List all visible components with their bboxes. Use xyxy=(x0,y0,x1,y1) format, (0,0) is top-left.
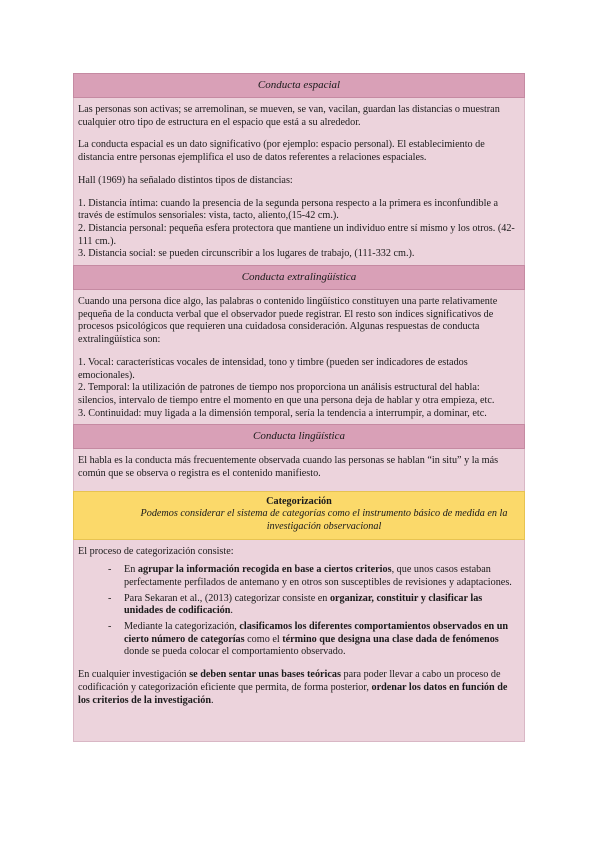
list-item: 2. Temporal: la utilización de patrones de tiempo nos proporciona un análisis estructural del habla: silencios, intervalo de tiempo entre el momento en que una persona deja de hablar y otra empieza, etc. xyxy=(78,382,495,406)
paragraph: Hall (1969) ha señalado distintos tipos de distancias: xyxy=(78,174,293,186)
list-item: 3. Continuidad: muy ligada a la dimensión temporal, sería la tendencia a interrumpir, a dominar, etc. xyxy=(78,407,487,419)
list-item: 3. Distancia social: se pueden circunscribir a los lugares de trabajo, (111-332 cm.). xyxy=(78,248,415,260)
categorization-body xyxy=(73,540,525,743)
section-header-conducta-espacial: Conducta espacial xyxy=(73,73,525,98)
paragraph: En cualquier investigación se deben sentar unas bases teóricas para poder llevar a cabo un proceso de codificación y categorización eficiente que permita, de forma posterior, ordenar los datos en función de los criterios de la investigación. xyxy=(78,669,508,706)
paragraph: Cuando una persona dice algo, las palabras o contenido lingüístico constituyen una parte relativamente pequeña de la conducta verbal que el observador puede registrar. El resto son índices significativos de procesos psicológicos que requieren una cuidadosa consideración. Algunas respuestas de conducta extralingüística son: xyxy=(78,296,498,346)
document xyxy=(73,73,525,742)
section-body-conducta-extralinguistica xyxy=(73,290,525,424)
list-item: 2. Distancia personal: pequeña esfera protectora que mantiene un individuo entre sí mismo y los otros. (42-111 cm.). xyxy=(78,222,515,247)
section-body-conducta-linguistica xyxy=(73,449,525,490)
section-body-conducta-espacial xyxy=(73,98,525,265)
paragraph: La conducta espacial es un dato significativo (por ejemplo: espacio personal). El establecimiento de distancia entre personas ejemplifica el uso de datos referentes a relaciones espaciales. xyxy=(78,139,485,164)
categorization-title: Categorización xyxy=(266,495,332,507)
list-item: - Mediante la categorización, clasificamos los diferentes comportamientos observados en un cierto número de categorías como el término que designa una clase dada de fenómenos donde se pueda colocar el comportamiento observado. xyxy=(108,621,520,659)
list-item: - Para Sekaran et al., (2013) categorizar consiste en organizar, constituir y clasificar las unidades de codificación. xyxy=(108,593,520,618)
list-item: 1. Vocal: características vocales de intensidad, tono y timbre (pueden ser indicadores de estados emocionales). xyxy=(78,356,468,381)
list-item: 1. Distancia íntima: cuando la presencia de la segunda persona respecto a la primera es inconfundible a través de estímulos sensoriales: vista, tacto, aliento,(15-42 cm.). xyxy=(78,197,499,222)
list-item: - En agrupar la información recogida en base a ciertos criterios, que unos casos estaban perfectamente perfilados de antemano y en otros son susceptibles de revisiones y adaptaciones. xyxy=(108,564,520,589)
paragraph: El habla es la conducta más frecuentemente observada cuando las personas se hablan “in situ” y la más común que se observa o registra es el contenido manifiesto. xyxy=(78,455,499,480)
paragraph: El proceso de categorización consiste: xyxy=(78,545,234,557)
section-header-conducta-extralinguistica: Conducta extralingüística xyxy=(73,265,525,290)
paragraph: Las personas son activas; se arremolinan, se mueven, se van, vacilan, guardan las distancias o muestran cualquier otro tipo de estructura en el espacio que está a su alrededor. xyxy=(78,104,500,128)
categorization-subtitle: Podemos considerar el sistema de categorías como el instrumento básico de medida en la investigación observacional xyxy=(140,508,508,532)
section-header-conducta-linguistica: Conducta lingüística xyxy=(73,424,525,449)
categorization-header xyxy=(73,491,525,540)
dash-list xyxy=(78,564,520,659)
